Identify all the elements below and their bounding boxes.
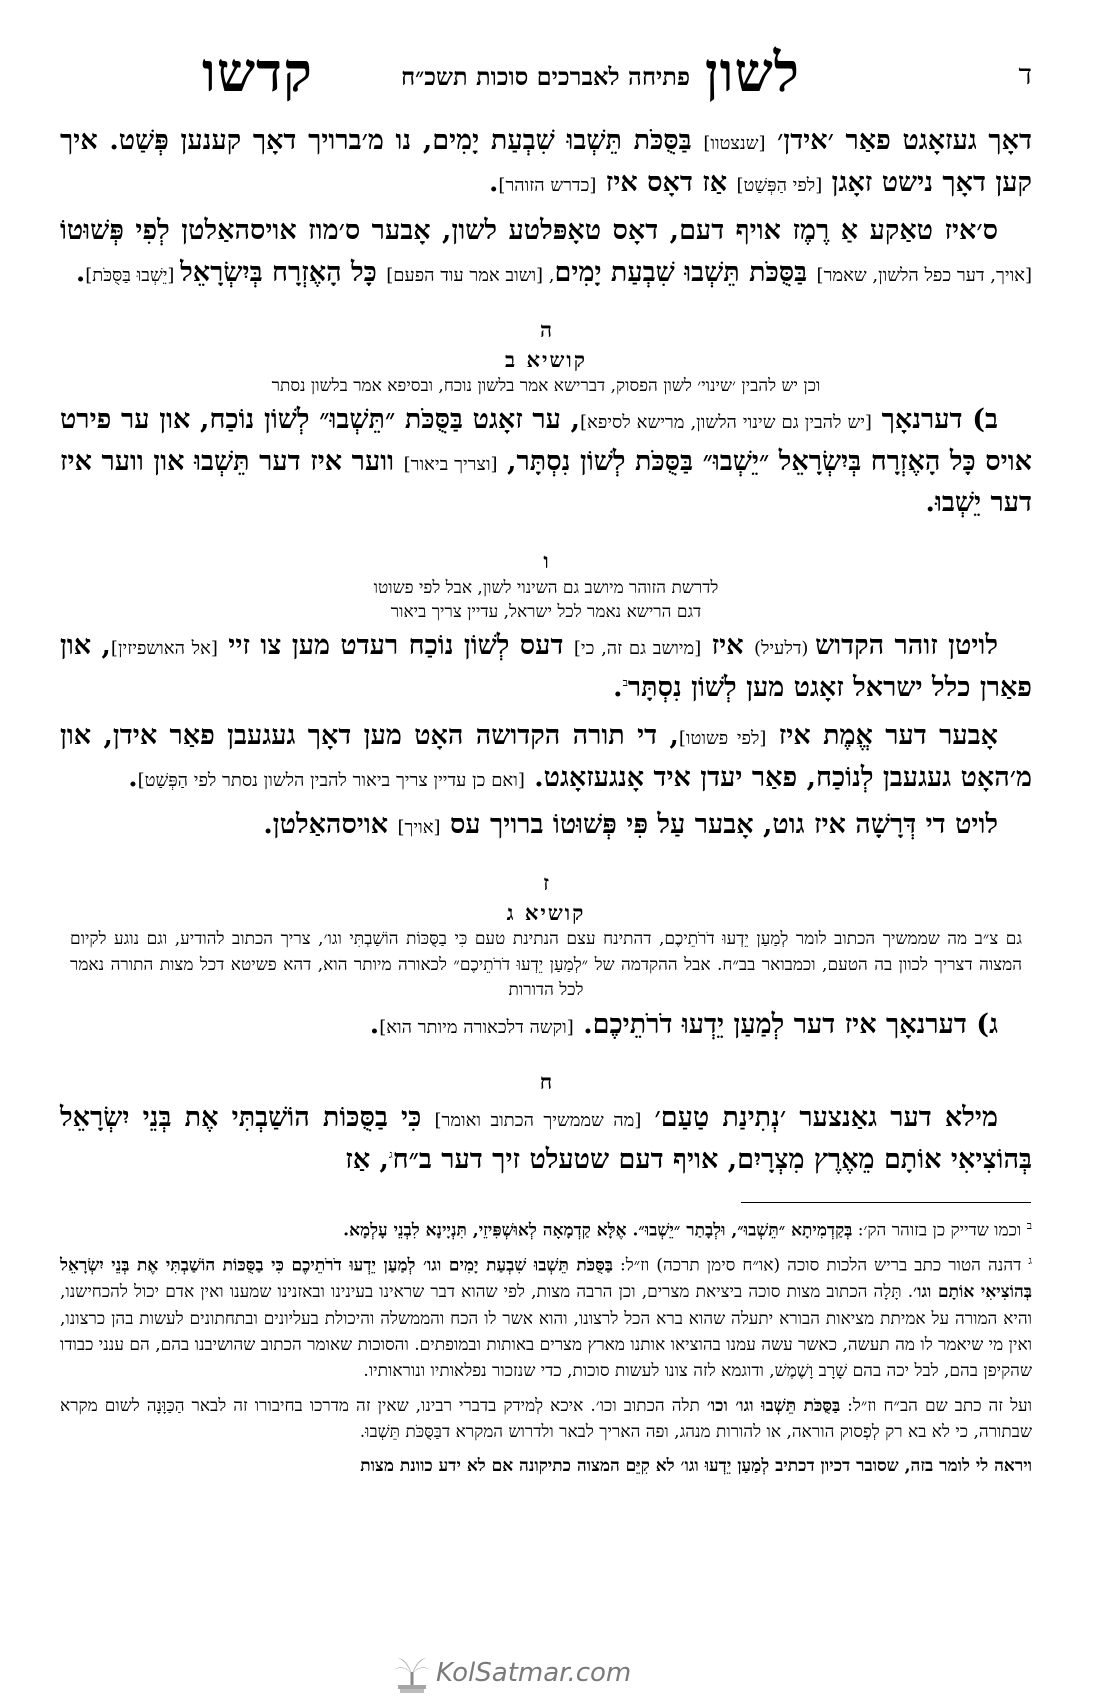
page-header <box>60 40 1032 120</box>
watermark-text: KolSatmar.com <box>436 1658 632 1688</box>
header-title-left-word: קדשו <box>202 40 313 104</box>
footnote-separator <box>741 1202 1031 1203</box>
section-vav-paragraph-3: לויט די דְּרָשָׁה איז גוט, אָבער עַל פִּי פְּשׁוּטוֹ ברויך עס [אויך] אויסהאַלטן. <box>263 809 998 841</box>
footnote-2-continued-2: ויראה לי לומר בזה, שסובר דכיון דכתיב לְמַעַן יֵדְעוּ וגו׳ לא קִיֵּם המצוה כתיקונה אם לא ידע כוונת מצות <box>360 1456 1032 1477</box>
section-vav-paragraph-2: אָבער דער אֱמֶת איז [לפי פשוטו], די תורה הקדושה האָט מען דאָך געגעבן פאַר אידן, און מ׳האָט געגעבן לְנוֹכַח, פאַר יעדן איד אָנגעזאָגט. [ואם כן עדיין צריך ביאור להבין הלשון נסתר לפי הַפְּשַׁט]. <box>60 719 1032 793</box>
main-text <box>60 120 1032 1180</box>
section-zayin-paragraph: ג) דערנאָך איז דער לְמַעַן יֵדְעוּ דֹרֹתֵיכֶם. [וקשה דלכאורה מיותר הוא]. <box>369 1008 998 1040</box>
section-description: וכן יש להבין ׳שינוי׳ לשון הפסוק, דברישא אמר בלשון נוכח, ובסיפא אמר בלשון נסתר <box>271 376 821 397</box>
footnote-ref: ג <box>388 1147 393 1161</box>
section-letter: ו <box>543 548 549 574</box>
section-chet-paragraph: מילא דער גאַנצער ׳נְתִינַת טַעַם׳ [מה שממשיך הכתוב ואומר] כִּי בַסֻּכּוֹת הוֹשַׁבְתִּי אֶת בְּנֵי יִשְׂרָאֵל בְּהוֹצִיאִי אוֹתָם מֵאֶרֶץ מִצְרָיִם, אויף דעם שטעלט זיך דער ב״ח$^ג$, אַז <box>60 1101 1032 1175</box>
section-heading-zayin <box>60 868 1032 1003</box>
section-description-line-2: דגם הרישא נאמר לכל ישראל, עדיין צריך ביאור <box>390 602 702 623</box>
section-description-line-1: לדרשת הזוהר מיושב גם השינוי לשון, אבל לפי פשוטו <box>373 577 719 598</box>
header-title-right-word: לשון <box>704 40 800 104</box>
page-number: ד <box>1018 58 1032 91</box>
section-he-paragraph: ב) דערנאָך [יש להבין גם שינוי הלשון, מרישא לסיפא], ער זאָגט בַּסֻּכֹּת ״תֵּשְׁבוּ״ לְשׁוֹן נוֹכַח, און ער פירט אויס כָּל הָאֶזְרָח בְּיִשְׂרָאֵל ״יֵשְׁבוּ״ בַּסֻּכֹּת לְשׁוֹן נִסְתָּר, [וצריך ביאור] ווער איז דער תֵּשְׁבוּ און ווער איז דער יֵשְׁבוּ. <box>60 403 1032 519</box>
section-description: גם צ״ב מה שממשיך הכתוב לומר לְמַעַן יֵדְעוּ דֹרֹתֵיכֶם, דהתינח עצם הנתינת טעם כִּי בַסֻּכּוֹת הוֹשַׁבְתִּי וגו׳, צריך הכתוב להודיע, וגם נוגע לקיום המצוה דצריך לכוון בה הטעם, וכמבואר בב״ח. אבל ההקדמה של ״לְמַעַן יֵדְעוּ דֹרֹתֵיכֶם״ לכאורה מיותר הוא, דהא פשיטא דכל מצות התורה נאמר לכל הדורות <box>70 929 1022 1000</box>
section-letter: ז <box>543 870 549 896</box>
footnotes <box>60 1217 1032 1479</box>
section-letter: ה <box>539 317 553 343</box>
footnote-ref: ב <box>622 675 628 689</box>
section-heading-chet <box>60 1067 1032 1096</box>
intro-paragraph-2: ס׳איז טאַקע אַ רֶמֶז אויף דעם, דאָס טאָפּלטע לשון, אָבער ס׳מוז אויסהאַלטן לְפִי פְּשׁוּטוֹ [אויך, דער כפל הלשון, שאמר] בַּסֻּכֹּת תֵּשְׁבוּ שִׁבְעַת יָמִים, [ושוב אמר עוד הפעם] כָּל הָאֶזְרָח בְּיִשְׂרָאֵל [יֵשְׁבוּ בַּסֻּכֹּת]. <box>60 214 1032 288</box>
footnote-1: $^ב$ וכמו שדייק כן בזוהר הק׳: בְּקַדְמִיתָא ״תֵּשְׁבוּ״, וּלְבָתַר ״יֵשְׁבוּ״. אֶלָּא קַדְמָאָה לְאוּשְׁפִּיזֵי, תִּנְיָינָא לִבְנֵי עָלְמָא. <box>343 1219 1032 1242</box>
document-page <box>60 40 1032 1680</box>
intro-paragraph-1: דאָך געזאָגט פאַר ׳אידן׳ [שנצטוו] בַּסֻּכֹּת תֵּשְׁבוּ שִׁבְעַת יָמִים, נו מ׳ברויך דאָך קענען פְּשַׁט. איך קען דאָך נישט זאָגן [לפי הַפְּשַׁט] אַז דאָס איז [כדרש הזוהר]. <box>60 125 1032 198</box>
palm-tree-books-icon <box>392 1652 432 1696</box>
section-heading-vav <box>60 546 1032 625</box>
header-subtitle: פתיחה לאברכים סוכות תשכ״ח <box>400 62 690 91</box>
footnote-2-continued: ועל זה כתב שם הב״ח וז״ל: בַּסֻּכֹּת תֵּשְׁבוּ וגו׳ וכו׳ תלה הכתוב וכו׳. איכא לְמידק בדברי רבינו, שאין זה מדרכו בחיבורו זה לבאר הַכַּוָּנָה לשום מקרא שבתורה, כי לא בא רק לְפְסוק הוראה, או להורות מנהג, ופה האריך לבאר ולדרוש המקרא דבַּסֻּכֹּת תֵּשְׁבוּ. <box>60 1395 1032 1443</box>
section-vav-paragraph-1: לויטן זוהר הקדוש (דלעיל) איז [מיושב גם זה, כי] דעס לְשׁוֹן נוֹכַח רעדט מען צו זיי [אל האושפיזין], און פאַרן כלל ישראל זאָגט מען לְשׁוֹן נִסְתָּר$^ב$. <box>60 630 1032 703</box>
section-letter: ח <box>539 1069 553 1095</box>
section-title: קושיא ג <box>506 899 586 925</box>
section-heading-he <box>60 315 1032 398</box>
section-title: קושיא ב <box>505 346 587 372</box>
footnote-2: $^ג$ דהנה הטור כתב בריש הלכות סוכה (או״ח סימן תרכה) וז״ל: בַּסֻּכֹּת תֵּשְׁבוּ שִׁבְעַת יָמִים וגו׳ לְמַעַן יֵדְעוּ דֹרֹתֵיכֶם כִּי בַסֻּכּוֹת הוֹשַׁבְתִּי אֶת בְּנֵי יִשְׂרָאֵל בְּהוֹצִיאִי אוֹתָם וגו׳. תָּלָה הכתוב מצות סוכה ביציאת מצרים, וכן הרבה מצות, לפי שהוא דבר שראינו בעינינו ובאזנינו שמענו ואין אדם יכול להכחישנו, והיא המורה על אמיתת מציאות הבורא יתעלה שהוא ברא הכל לרצונו, והוא אשר לו הכח והממשלה והיכולת בעליונים ובתחתונים לעשות בהן כרצונו, ואין מי שיאמר לו מה תעשה, כאשר עשה עמנו בהוציאו אותנו מארץ מצרים באותות ובמופתים. והסוכות שאומר הכתוב שהושיבנו בהם, הם ענני כבודו שהקיפן בהם, לבל יכה בהם שָׁרָב וָשֶׁמֶשׁ, ודוגמא לזה צונו לעשות סוכות, כדי שנזכור נפלאותיו ונוראותיו. <box>60 1254 1032 1382</box>
site-watermark <box>392 1652 712 1696</box>
